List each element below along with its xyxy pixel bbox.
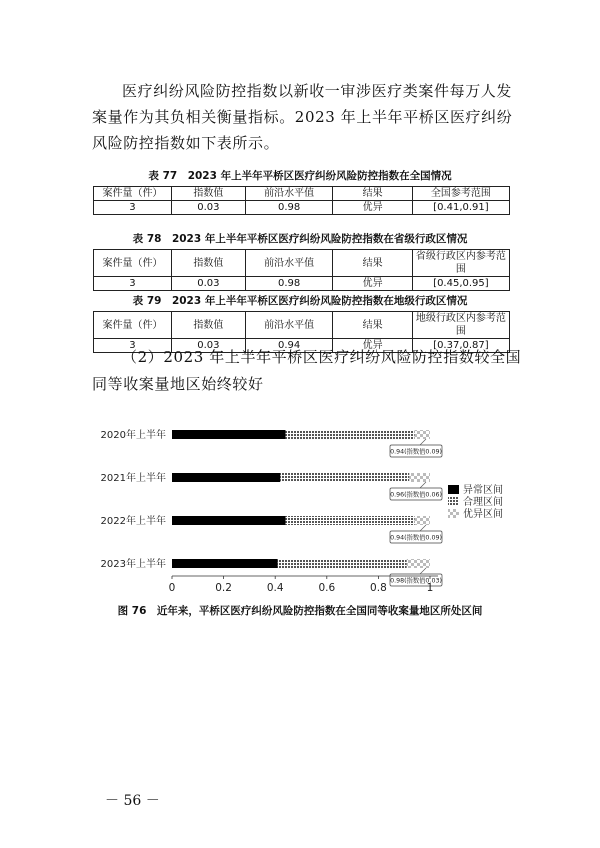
category-label: 2022年上半年 [100, 516, 166, 527]
header-index: 指数值 [171, 250, 245, 277]
table-79-caption: 表 79 2023 年上半年平桥区医疗纠纷风险防控指数在地级行政区情况 [132, 295, 468, 307]
cell-range: [0.41,0.91] [412, 201, 509, 215]
table-header-row [94, 187, 510, 201]
table-77 [93, 186, 510, 215]
page-number: － 56 － [105, 793, 160, 809]
x-tick-label: 0.4 [266, 582, 284, 594]
figure-caption: 图 76 近年来，平桥区医疗纠纷风险防控指数在全国同等收案量地区所处区间 [117, 605, 483, 617]
table-row [94, 277, 510, 291]
x-tick-label: 0.2 [215, 582, 232, 594]
table-header-row [94, 312, 510, 339]
category-label: 2021年上半年 [100, 473, 166, 484]
header-frontier: 前沿水平值 [245, 187, 333, 201]
interval-chart [0, 410, 600, 610]
cell-result: 优异 [333, 201, 412, 215]
bar-segment-0 [172, 559, 278, 568]
header-range: 省级行政区内参考范围 [412, 250, 509, 277]
bar-segment-2 [415, 430, 430, 439]
legend-swatch [448, 485, 459, 494]
header-result: 结果 [333, 250, 412, 277]
bar-segment-1 [286, 516, 415, 525]
cell-result: 优异 [333, 277, 412, 291]
table-78 [93, 249, 510, 291]
header-result: 结果 [333, 312, 412, 339]
cell-result: 优异 [333, 339, 412, 353]
cell-cases: 3 [94, 339, 172, 353]
x-tick-label: 0.8 [370, 582, 387, 594]
category-label: 2023年上半年 [100, 559, 166, 570]
bar-segment-1 [280, 473, 409, 482]
header-range: 地级行政区内参考范围 [412, 312, 509, 339]
annotation-label: 0.96(指数值0.06) [390, 491, 442, 499]
bar-segment-0 [172, 516, 286, 525]
legend-label: 优异区间 [463, 509, 503, 520]
category-label: 2020年上半年 [100, 430, 166, 441]
cell-frontier: 0.98 [245, 201, 333, 215]
section-heading: （2）2023 年上半年平桥区医疗纠纷风险防控指数较全国同等收案量地区始终较好 [92, 348, 522, 393]
bar-segment-1 [278, 559, 407, 568]
annotation-leader [420, 525, 426, 531]
annotation-leader [420, 482, 426, 488]
bar-segment-2 [407, 559, 430, 568]
legend-swatch [448, 497, 459, 506]
table-78-caption: 表 78 2023 年上半年平桥区医疗纠纷风险防控指数在省级行政区情况 [132, 233, 468, 245]
annotation-leader [420, 568, 426, 574]
bar-segment-0 [172, 473, 280, 482]
cell-index: 0.03 [171, 201, 245, 215]
header-frontier: 前沿水平值 [245, 250, 333, 277]
cell-cases: 3 [94, 201, 172, 215]
header-index: 指数值 [171, 312, 245, 339]
x-tick-label: 0.6 [318, 582, 336, 594]
annotation-label: 0.98(指数值0.03) [390, 577, 442, 585]
header-frontier: 前沿水平值 [245, 312, 333, 339]
annotation-label: 0.94(指数值0.09) [390, 534, 442, 542]
x-tick-label: 1 [426, 582, 434, 594]
header-cases: 案件量（件） [94, 187, 172, 201]
cell-index: 0.03 [171, 277, 245, 291]
x-tick-label: 0 [168, 582, 176, 594]
bar-segment-0 [172, 430, 286, 439]
cell-range: [0.37,0.87] [412, 339, 509, 353]
header-index: 指数值 [171, 187, 245, 201]
bar-segment-2 [415, 516, 430, 525]
bar-segment-2 [409, 473, 430, 482]
intro-paragraph: 医疗纠纷风险防控指数以新收一审涉医疗类案件每万人发案量作为其负相关衡量指标。2023 年上半年平桥区医疗纠纷风险防控指数如下表所示。 [92, 82, 513, 152]
bar-segment-1 [286, 430, 415, 439]
table-77-caption: 表 77 2023 年上半年平桥区医疗纠纷风险防控指数在全国情况 [148, 170, 452, 182]
cell-frontier: 0.94 [245, 339, 333, 353]
cell-index: 0.03 [171, 339, 245, 353]
table-header-row [94, 250, 510, 277]
cell-range: [0.45,0.95] [412, 277, 509, 291]
table-row [94, 201, 510, 215]
header-range: 全国参考范围 [412, 187, 509, 201]
cell-cases: 3 [94, 277, 172, 291]
header-cases: 案件量（件） [94, 312, 172, 339]
legend-label: 合理区间 [463, 497, 503, 508]
cell-frontier: 0.98 [245, 277, 333, 291]
legend-label: 异常区间 [463, 485, 503, 496]
legend-swatch [448, 509, 459, 518]
header-result: 结果 [333, 187, 412, 201]
annotation-leader [420, 439, 426, 445]
header-cases: 案件量（件） [94, 250, 172, 277]
annotation-label: 0.94(指数值0.09) [390, 448, 442, 456]
